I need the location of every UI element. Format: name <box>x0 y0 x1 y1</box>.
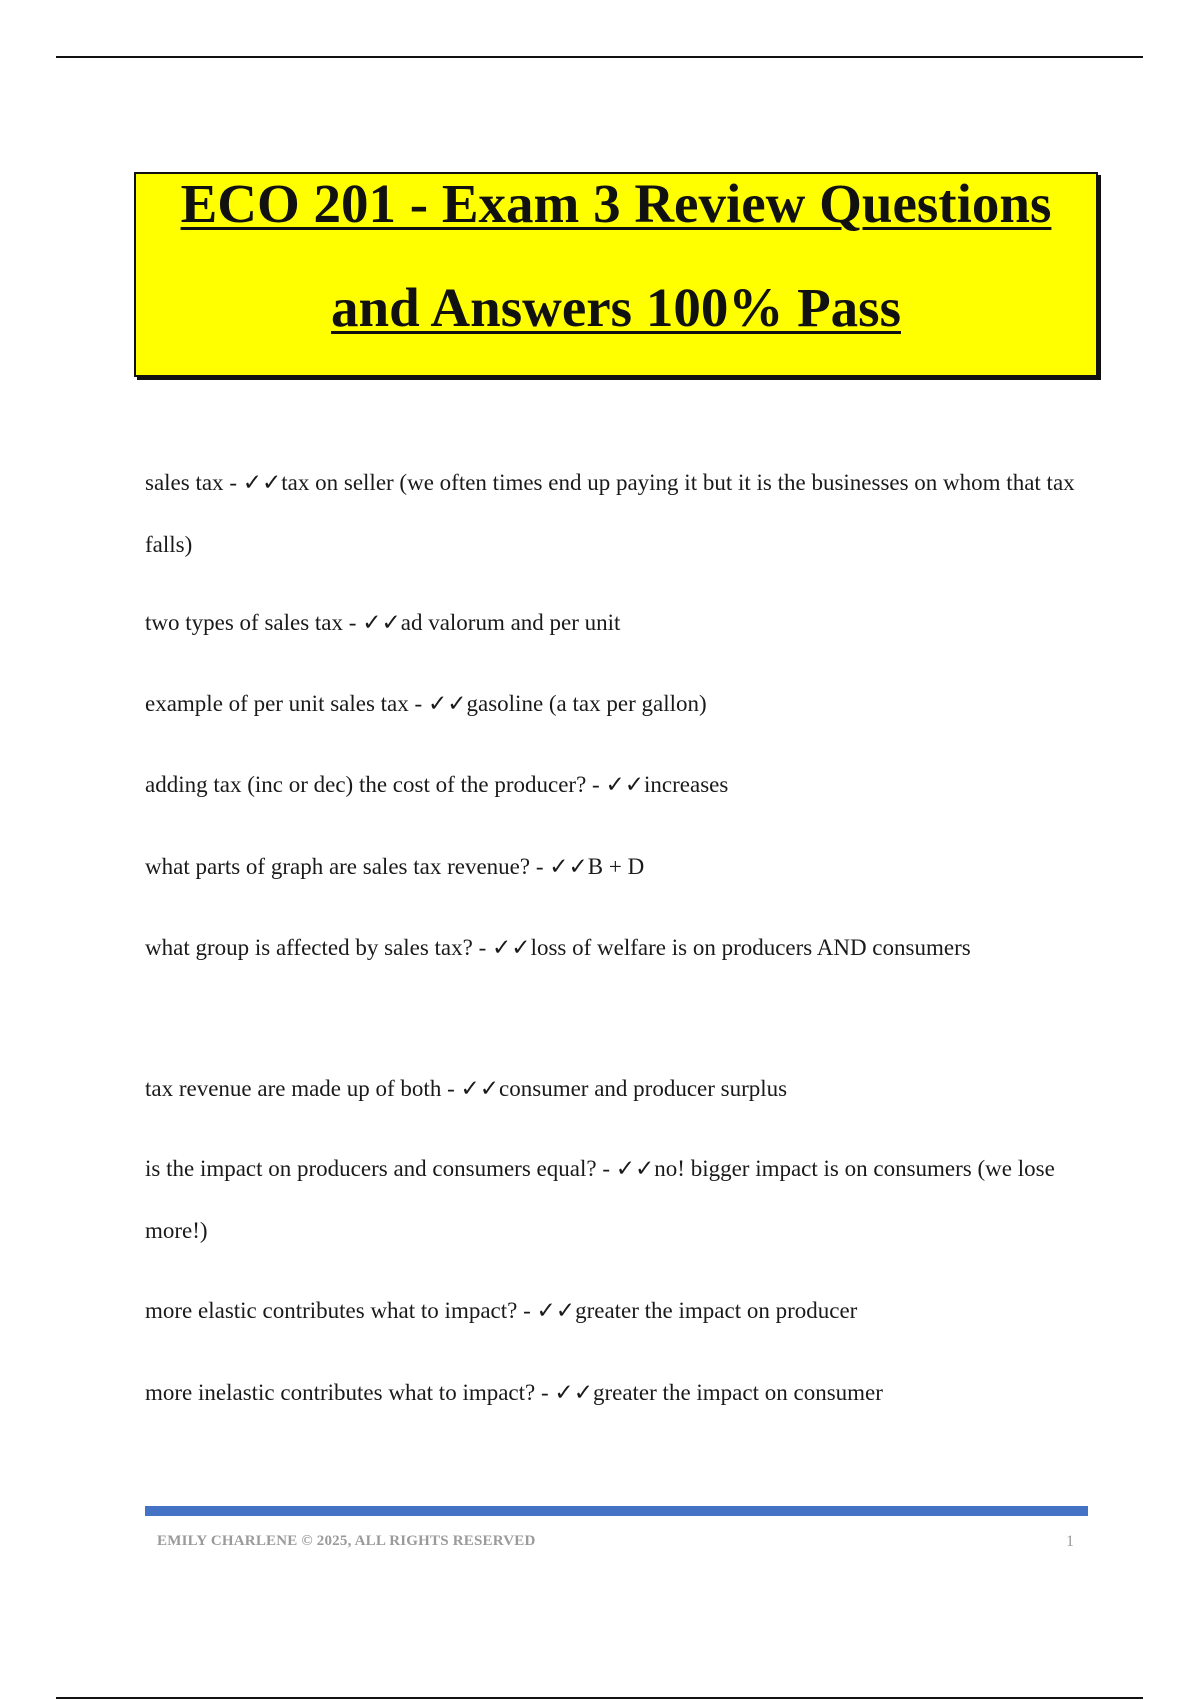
check-icon: ✓✓ <box>554 1380 593 1405</box>
check-icon: ✓✓ <box>427 691 467 716</box>
question-text: is the impact on producers and consumers equal? <box>145 1156 597 1181</box>
question-text: tax revenue are made up of both <box>145 1076 442 1101</box>
question-text: adding tax (inc or dec) the cost of the producer? <box>145 772 587 797</box>
separator: - <box>530 854 550 879</box>
question-text: two types of sales tax <box>145 610 344 635</box>
qa-item <box>145 592 1075 654</box>
separator: - <box>517 1298 537 1323</box>
qa-item <box>145 917 1075 979</box>
check-icon: ✓✓ <box>362 610 401 635</box>
qa-item <box>145 673 1075 735</box>
answer-text: greater the impact on consumer <box>592 1380 883 1405</box>
qa-item <box>145 1362 1075 1424</box>
answer-text: tax on seller (we often times end up paying it but it is the businesses on whom that tax falls) <box>145 470 1075 557</box>
answer-text: greater the impact on producer <box>575 1298 858 1323</box>
check-icon: ✓✓ <box>615 1156 655 1181</box>
page-title-line-2: and Answers 100% Pass <box>331 277 901 338</box>
qa-item <box>145 1138 1075 1262</box>
page-number: 1 <box>1066 1533 1074 1550</box>
separator: - <box>596 1156 616 1181</box>
answer-text: gasoline (a tax per gallon) <box>466 691 707 716</box>
qa-item <box>145 754 1075 816</box>
answer-text: ad valorum and per unit <box>400 610 621 635</box>
check-icon: ✓✓ <box>536 1298 576 1323</box>
answer-text: increases <box>644 772 729 797</box>
qa-item <box>145 836 1075 898</box>
bottom-rule <box>56 1697 1143 1699</box>
check-icon: ✓✓ <box>492 935 531 960</box>
question-text: more inelastic contributes what to impact? <box>145 1380 536 1405</box>
question-text: more elastic contributes what to impact? <box>145 1298 518 1323</box>
question-text: example of per unit sales tax <box>145 691 409 716</box>
page-title-line-1: ECO 201 - Exam 3 Review Questions <box>180 173 1052 234</box>
title-banner <box>134 172 1098 377</box>
separator: - <box>408 691 428 716</box>
check-icon: ✓✓ <box>549 854 588 879</box>
qa-item <box>145 1280 1075 1342</box>
qa-item <box>145 452 1075 576</box>
answer-text: loss of welfare is on producers AND consumers <box>530 935 971 960</box>
answer-text: B + D <box>587 854 645 879</box>
separator: - <box>535 1380 555 1405</box>
answer-text: consumer and producer surplus <box>499 1076 788 1101</box>
check-icon: ✓✓ <box>242 470 282 495</box>
question-text: what group is affected by sales tax? <box>145 935 473 960</box>
separator: - <box>441 1076 461 1101</box>
check-icon: ✓✓ <box>460 1076 500 1101</box>
footer-copyright: EMILY CHARLENE © 2025, ALL RIGHTS RESERVED <box>157 1533 536 1549</box>
footer-bar <box>145 1506 1088 1516</box>
check-icon: ✓✓ <box>605 772 645 797</box>
top-rule <box>56 56 1143 58</box>
separator: - <box>223 470 243 495</box>
qa-item <box>145 1058 1075 1120</box>
question-text: what parts of graph are sales tax revenue? <box>145 854 531 879</box>
question-text: sales tax <box>145 470 224 495</box>
separator: - <box>343 610 363 635</box>
answer-text: no! bigger impact is on consumers (we lose more!) <box>145 1156 1055 1243</box>
separator: - <box>472 935 493 960</box>
separator: - <box>586 772 606 797</box>
